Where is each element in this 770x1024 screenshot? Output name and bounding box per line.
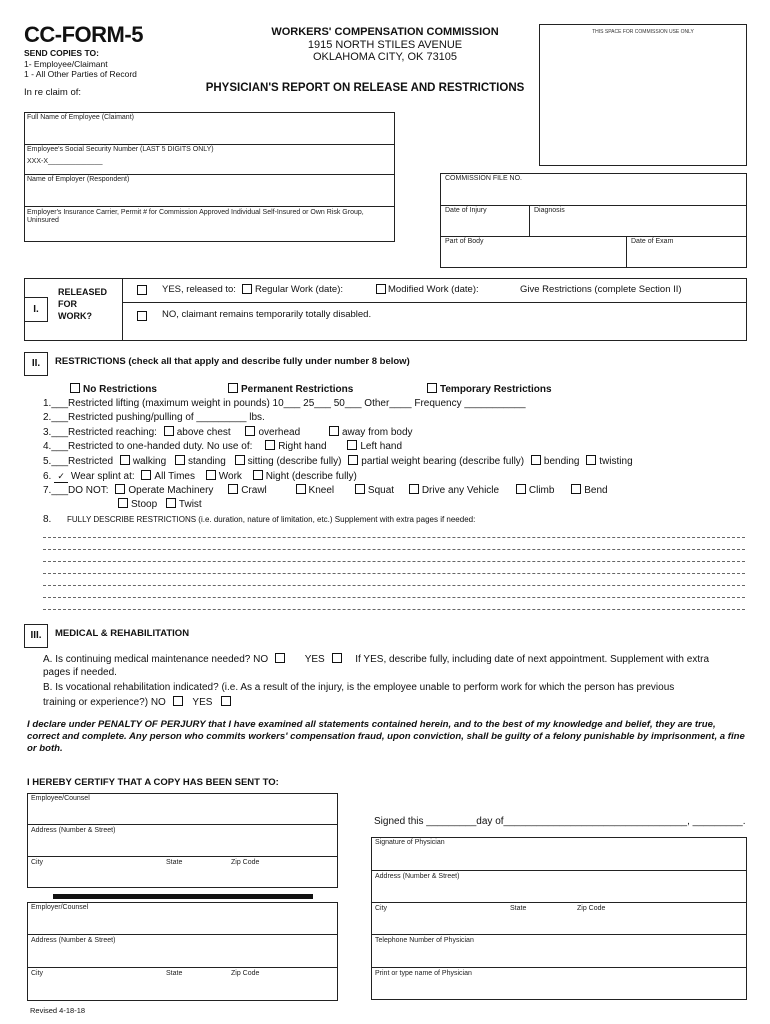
temporary-label: Temporary Restrictions	[440, 384, 552, 395]
night-checkbox[interactable]	[253, 470, 263, 480]
twist-label: Twist	[178, 499, 202, 510]
signature-label: Signature of Physician	[375, 839, 445, 846]
counsel-2-label: Employer/Counsel	[31, 904, 89, 911]
regular-work-checkbox[interactable]	[242, 284, 252, 294]
medical-maintenance-2: pages if needed.	[43, 667, 117, 678]
bend-label: Bend	[584, 485, 608, 496]
work-label: Work	[218, 471, 242, 482]
restriction-8-label: FULLY DESCRIBE RESTRICTIONS (i.e. duration, nature of limitation, etc.) Supplement with extra pages if needed:	[67, 515, 476, 524]
partial-weight-label: partial weight bearing (describe fully)	[361, 456, 525, 467]
no-disabled-checkbox[interactable]	[137, 311, 147, 321]
employer-box[interactable]	[24, 174, 395, 207]
walking-label: walking	[132, 456, 167, 467]
city-1-label: City	[31, 859, 44, 866]
send-copies-2: 1 - All Other Parties of Record	[24, 69, 137, 79]
restriction-4: 4.___Restricted to one-handed duty. No use of: Right hand Left hand	[43, 441, 403, 452]
modified-work-checkbox[interactable]	[376, 284, 386, 294]
overhead-checkbox[interactable]	[245, 426, 255, 436]
regular-work-label: Regular Work (date):	[255, 284, 343, 295]
send-copies-1: 1- Employee/Claimant	[24, 59, 108, 69]
date-injury-label: Date of Injury	[445, 207, 487, 214]
commission-use-label: THIS SPACE FOR COMMISSION USE ONLY	[592, 29, 694, 35]
night-label: Night (describe fully)	[265, 471, 357, 482]
maintenance-no-checkbox[interactable]	[275, 653, 285, 663]
left-hand-label: Left hand	[360, 441, 403, 452]
right-hand-label: Right hand	[278, 441, 327, 452]
report-title: PHYSICIAN'S REPORT ON RELEASE AND RESTRICTIONS	[205, 82, 525, 94]
signed-this-line[interactable]: Signed this _________day of_________________________________, _________.	[374, 816, 746, 827]
address-1-label: Address (Number & Street)	[31, 827, 116, 834]
commission-use-box	[539, 24, 747, 166]
above-chest-label: above chest	[176, 427, 231, 438]
no-restrictions-label: No Restrictions	[83, 384, 157, 395]
standing-checkbox[interactable]	[175, 455, 185, 465]
no-disabled-label: NO, claimant remains temporarily totally disabled.	[162, 309, 372, 320]
restriction-2: 2.___Restricted pushing/pulling of _________ lbs.	[43, 412, 265, 423]
climb-checkbox[interactable]	[516, 484, 526, 494]
vocational-rehab: B. Is vocational rehabilitation indicated? (i.e. As a result of the injury, is the employee unable to perform work for which the person has previous	[43, 682, 675, 693]
section-1-number: I.	[24, 297, 48, 322]
away-body-checkbox[interactable]	[329, 426, 339, 436]
squat-label: Squat	[367, 485, 395, 496]
address-2-label: Address (Number & Street)	[31, 937, 116, 944]
diagnosis-label: Diagnosis	[534, 207, 565, 214]
commission-address-1: 1915 NORTH STILES AVENUE	[307, 39, 463, 51]
physician-zip-label: Zip Code	[577, 905, 606, 912]
ssn-value: XXX-X______________	[27, 158, 103, 166]
permanent-checkbox[interactable]	[228, 383, 238, 393]
carrier-box[interactable]	[24, 206, 395, 242]
squat-checkbox[interactable]	[355, 484, 365, 494]
file-no-box[interactable]	[440, 173, 747, 206]
twisting-label: twisting	[599, 456, 633, 467]
revised-date: Revised 4-18-18	[30, 1006, 86, 1015]
drive-checkbox[interactable]	[409, 484, 419, 494]
sitting-checkbox[interactable]	[235, 455, 245, 465]
zip-1-label: Zip Code	[231, 859, 260, 866]
yes-released-checkbox[interactable]	[137, 285, 147, 295]
yes-released-label: YES, released to:	[162, 284, 236, 295]
sitting-label: sitting (describe fully)	[247, 456, 342, 467]
physician-address-label: Address (Number & Street)	[375, 873, 460, 880]
kneel-checkbox[interactable]	[296, 484, 306, 494]
form-id: CC-FORM-5	[24, 22, 143, 47]
kneel-label: Kneel	[308, 485, 335, 496]
walking-checkbox[interactable]	[120, 455, 130, 465]
section-2-number: II.	[24, 352, 48, 376]
bend-checkbox[interactable]	[571, 484, 581, 494]
stoop-label: Stoop	[131, 499, 158, 510]
describe-line-3[interactable]	[43, 561, 745, 562]
physician-city-label: City	[375, 905, 388, 912]
restriction-3: 3.___Restricted reaching: above chest overhead away from body	[43, 427, 413, 438]
perjury-declaration: I declare under PENALTY OF PERJURY that I have examined all statements contained herein, and to the best of my knowledge and belief, they are true, correct and complete. Any person who commits workers' compensation fraud, upon conviction, shall be guilty of a felony punishable by imprisonment, a fine or both.	[27, 719, 745, 754]
employer-label: Name of Employer (Respondent)	[27, 176, 130, 183]
date-exam-label: Date of Exam	[631, 238, 674, 245]
counsel-1-box	[27, 793, 338, 888]
right-hand-checkbox[interactable]	[265, 440, 275, 450]
permanent-label: Permanent Restrictions	[241, 384, 354, 395]
restriction-6: 6. ✓ Wear splint at: All Times Work Night (describe fully)	[43, 471, 357, 482]
zip-2-label: Zip Code	[231, 970, 260, 977]
body-box[interactable]	[440, 236, 747, 268]
twisting-checkbox[interactable]	[586, 455, 596, 465]
away-body-label: away from body	[341, 427, 413, 438]
vocational-rehab-2: training or experience?) NO YES	[43, 696, 234, 708]
restriction-1: 1.___Restricted lifting (maximum weight in pounds) 10___ 25___ 50___ Other____ Frequency ___________	[43, 398, 526, 409]
commission-address-2: OKLAHOMA CITY, OK 73105	[312, 51, 458, 63]
restriction-5: 5.___Restricted walking standing sitting (describe fully) partial weight bearing (describe fully) bending twisting	[43, 456, 633, 467]
machinery-label: Operate Machinery	[128, 485, 214, 496]
partial-weight-checkbox[interactable]	[348, 455, 358, 465]
stoop-checkbox[interactable]	[118, 498, 128, 508]
above-chest-checkbox[interactable]	[164, 426, 174, 436]
city-2-label: City	[31, 970, 44, 977]
crawl-label: Crawl	[241, 485, 267, 496]
commission-name: WORKERS' COMPENSATION COMMISSION	[271, 26, 499, 38]
work-checkbox[interactable]	[206, 470, 216, 480]
drive-label: Drive any Vehicle	[421, 485, 500, 496]
describe-line-6[interactable]	[43, 597, 745, 598]
certify-title: I HEREBY CERTIFY THAT A COPY HAS BEEN SENT TO:	[27, 777, 279, 788]
claimant-name-box[interactable]	[24, 112, 395, 145]
describe-line-4[interactable]	[43, 573, 745, 574]
splint-check-mark[interactable]: ✓	[54, 471, 68, 483]
crawl-checkbox[interactable]	[228, 484, 238, 494]
section-2-title: RESTRICTIONS (check all that apply and describe fully under number 8 below)	[55, 356, 410, 367]
describe-line-5[interactable]	[43, 585, 745, 586]
ssn-box[interactable]	[24, 144, 395, 175]
machinery-checkbox[interactable]	[115, 484, 125, 494]
counsel-1-label: Employee/Counsel	[31, 795, 90, 802]
modified-work-label: Modified Work (date):	[388, 284, 479, 295]
vocational-no-checkbox[interactable]	[173, 696, 183, 706]
state-1-label: State	[166, 859, 183, 866]
vocational-yes-checkbox[interactable]	[221, 696, 231, 706]
injury-box[interactable]	[440, 205, 747, 237]
medical-maintenance: A. Is continuing medical maintenance needed? NO YES If YES, describe fully, including date of next appointment. Supplement with extra	[43, 654, 710, 665]
released-label: RELEASED FOR WORK?	[58, 287, 108, 321]
send-copies-label: SEND COPIES TO:	[24, 48, 99, 58]
physician-state-label: State	[510, 905, 527, 912]
part-body-label: Part of Body	[445, 238, 484, 245]
section-3-number: III.	[24, 624, 48, 648]
counsel-2-box	[27, 902, 338, 1001]
restriction-8-num: 8.	[43, 514, 52, 525]
phone-label: Telephone Number of Physician	[375, 937, 474, 944]
file-no-label: COMMISSION FILE NO.	[445, 175, 523, 182]
describe-line-2[interactable]	[43, 549, 745, 550]
give-restrictions-label: Give Restrictions (complete Section II)	[520, 284, 682, 295]
bending-label: bending	[543, 456, 580, 467]
section-3-title: MEDICAL & REHABILITATION	[55, 628, 190, 639]
all-times-label: All Times	[154, 471, 195, 482]
print-name-label: Print or type name of Physician	[375, 970, 472, 977]
bending-checkbox[interactable]	[531, 455, 541, 465]
overhead-label: overhead	[258, 427, 301, 438]
twist-checkbox[interactable]	[166, 498, 176, 508]
describe-line-1[interactable]	[43, 537, 745, 538]
describe-line-7[interactable]	[43, 609, 745, 610]
claimant-name-label: Full Name of Employee (Claimant)	[27, 114, 134, 121]
temporary-checkbox[interactable]	[427, 383, 437, 393]
separator-bar	[53, 894, 313, 899]
physician-box	[371, 837, 747, 1000]
climb-label: Climb	[528, 485, 555, 496]
claim-label: In re claim of:	[24, 87, 82, 98]
left-hand-checkbox[interactable]	[347, 440, 357, 450]
state-2-label: State	[166, 970, 183, 977]
all-times-checkbox[interactable]	[141, 470, 151, 480]
carrier-label: Employer's Insurance Carrier, Permit # for Commission Approved Individual Self-Insured or Own Risk Group, Uninsured	[27, 209, 364, 225]
maintenance-yes-checkbox[interactable]	[332, 653, 342, 663]
ssn-label: Employee's Social Security Number (LAST 5 DIGITS ONLY)	[27, 146, 214, 153]
standing-label: standing	[187, 456, 226, 467]
no-restrictions-checkbox[interactable]	[70, 383, 80, 393]
restriction-7b	[118, 498, 202, 510]
restriction-7: 7.___DO NOT: Operate Machinery Crawl Kneel Squat Drive any Vehicle Climb Bend	[43, 485, 608, 496]
